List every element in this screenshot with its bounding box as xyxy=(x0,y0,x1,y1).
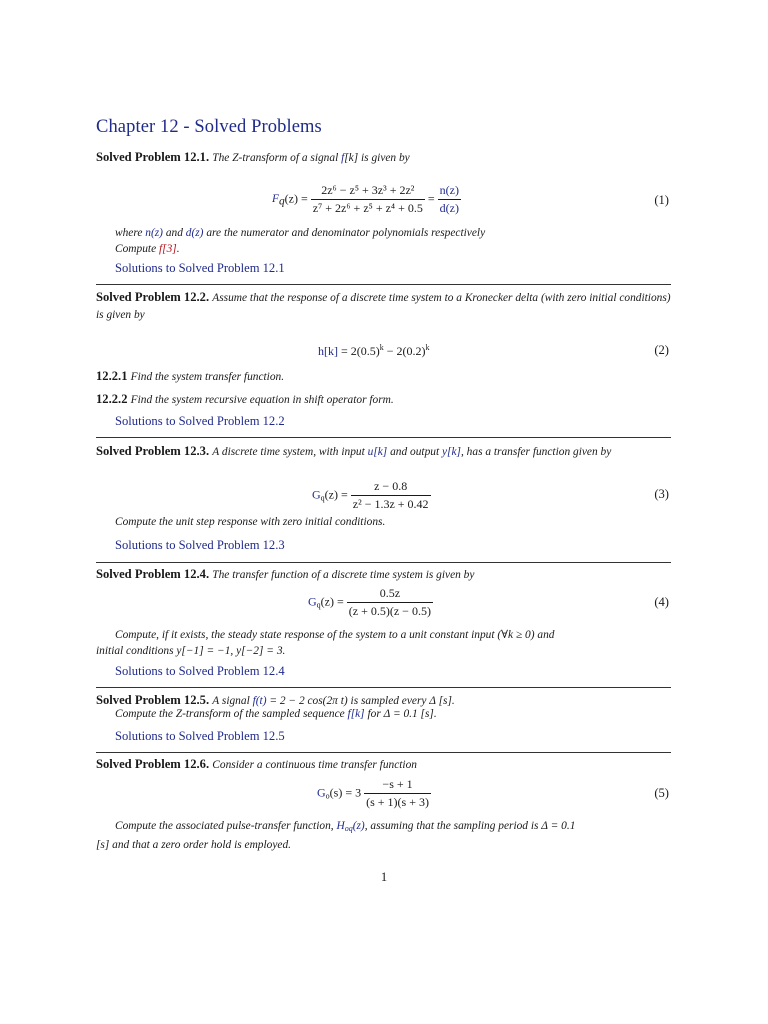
fraction: $\frac{z - 0.8}{\text{z² − 1.3z + 0.42}}$ xyxy=(352,479,429,511)
fraction: $\frac{0.5z}{(z + 0.5)(z - 0.5)}$ xyxy=(348,586,431,618)
fraction: $\frac{-s + 1}{(s + 1)(s + 3)}$ xyxy=(366,777,429,809)
page-number: 1 xyxy=(380,870,388,884)
problem-label: Solved Problem 12.5. xyxy=(96,693,210,707)
problem-12-1-statement: Solved Problem 12.1. The Z-transform of a signal f[k] is given by xyxy=(96,150,410,164)
fraction: $\frac{n(z)}{d(z)}$ xyxy=(439,183,459,215)
solution-link-12-1[interactable]: Solutions to Solved Problem 12.1 xyxy=(115,261,285,275)
divider xyxy=(96,752,671,753)
problem-12-5-statement: Solved Problem 12.5. A signal f(t) = 2 − 2 cos(2π t) is sampled every Δ [s]. xyxy=(96,693,455,707)
equation-number: (3) xyxy=(654,487,669,501)
divider xyxy=(96,562,671,563)
problem-12-6-statement: Solved Problem 12.6. Consider a continuous time transfer function xyxy=(96,757,417,771)
problem-label: Solved Problem 12.6. xyxy=(96,757,210,771)
solution-link-12-2[interactable]: Solutions to Solved Problem 12.2 xyxy=(115,414,285,428)
solution-link-12-5[interactable]: Solutions to Solved Problem 12.5 xyxy=(115,729,285,743)
solution-link-12-3[interactable]: Solutions to Solved Problem 12.3 xyxy=(115,538,285,552)
problem-12-2-statement: Solved Problem 12.2. Assume that the response of a discrete time system to a Kronecker delta (with zero initial conditions) is given by xyxy=(96,290,671,321)
fraction: $\frac{\text{2z⁶ − z⁵ + 3z³ + 2z²}}{\text{z⁷ + 2z⁶ + z⁵ + z⁴ + 0.5}}$ xyxy=(312,183,423,215)
problem-label: Solved Problem 12.1. xyxy=(96,150,210,164)
divider xyxy=(96,437,671,438)
problem-12-4-statement: Solved Problem 12.4. The transfer function of a discrete time system is given by xyxy=(96,567,475,581)
problem-12-6-compute: Compute the associated pulse-transfer function, $H_{oq}(z)$, assuming that the sampling period is Δ = 0.1 [s] and that a zero order hold is employed. xyxy=(96,820,576,851)
equation-number: (1) xyxy=(654,193,669,207)
problem-label: Solved Problem 12.4. xyxy=(96,567,210,581)
equation-number: (2) xyxy=(654,343,669,357)
problem-12-1-where: where n(z) and d(z) are the numerator and denominator polynomials respectively Compute f[3]. xyxy=(115,227,486,255)
problem-12-3-compute: Compute the unit step response with zero initial conditions. xyxy=(115,516,386,528)
equation-number: (4) xyxy=(654,595,669,609)
subproblem-12-2-1: 12.2.1 Find the system transfer function. xyxy=(96,369,285,383)
problem-label: Solved Problem 12.2. xyxy=(96,290,210,304)
divider xyxy=(96,284,671,285)
problem-12-3-statement: Solved Problem 12.3. A discrete time system, with input u[k] and output y[k], has a transfer function given by xyxy=(96,444,612,458)
equation-number: (5) xyxy=(654,786,669,800)
divider xyxy=(96,687,671,688)
subproblem-12-2-2: 12.2.2 Find the system recursive equation in shift operator form. xyxy=(96,392,394,406)
problem-label: Solved Problem 12.3. xyxy=(96,444,210,458)
chapter-title: Chapter 12 - Solved Problems xyxy=(96,117,322,137)
problem-12-5-compute: Compute the Z-transform of the sampled sequence f[k] for Δ = 0.1 [s]. xyxy=(115,708,437,720)
solution-link-12-4[interactable]: Solutions to Solved Problem 12.4 xyxy=(115,664,285,678)
problem-12-4-compute: Compute, if it exists, the steady state response of the system to a unit constant input (∀k ≥ 0) and initial conditions y[−1] = −1, y[−2] = 3. xyxy=(96,629,555,657)
